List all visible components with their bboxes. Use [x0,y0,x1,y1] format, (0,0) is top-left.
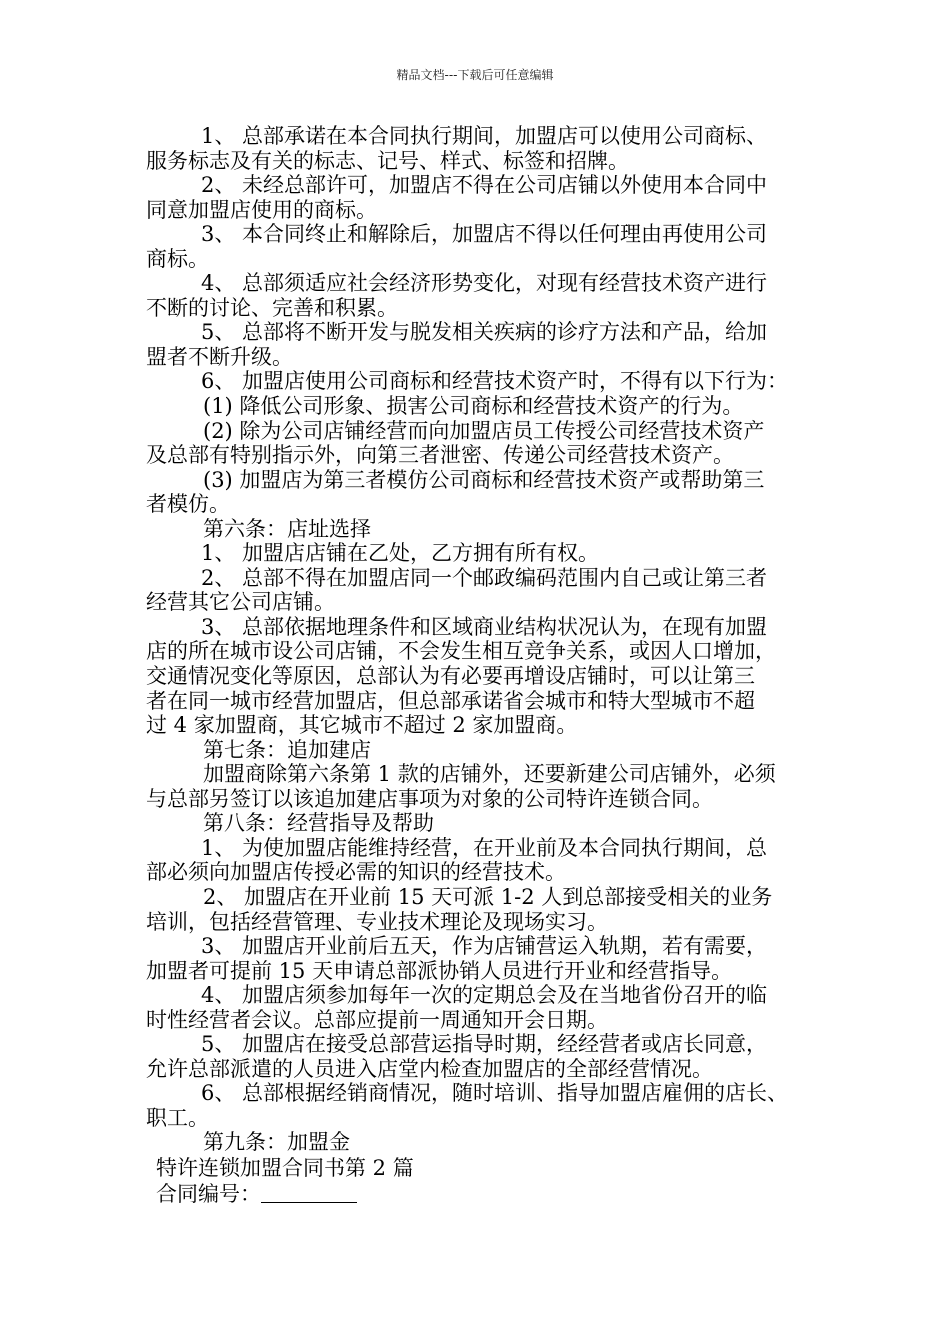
text-lines [146,124,808,1155]
text-line: 交通情况变化等原因，总部认为有必要再增设店铺时，可以让第三 [146,664,755,689]
text-line: 6、 加盟店使用公司商标和经营技术资产时，不得有以下行为： [201,369,789,394]
contract-number-label: 合同编号： [156,1181,261,1206]
text-line: 店的所在城市设公司店铺，不会发生相互竞争关系，或因人口增加， [146,639,776,664]
second-contract-title: 特许连锁加盟合同书第 2 篇 [156,1155,414,1180]
text-line: 5、 总部将不断开发与脱发相关疾病的诊疗方法和产品，给加 [201,320,768,345]
text-line: 与总部另签订以该追加建店事项为对象的公司特许连锁合同。 [146,786,713,811]
text-line: 者模仿。 [146,492,230,517]
text-line: 3、 总部依据地理条件和区域商业结构状况认为，在现有加盟 [201,614,768,639]
text-line: 5、 加盟店在接受总部营运指导时期，经经营者或店长同意， [201,1032,768,1057]
text-line: 加盟者可提前 15 天申请总部派协销人员进行开业和经营指导。 [146,958,733,983]
text-line: 职工。 [146,1105,209,1130]
text-line: 第九条：加盟金 [203,1130,350,1155]
text-line: 加盟商除第六条第 1 款的店铺外，还要新建公司店铺外，必须 [203,762,776,787]
text-line: 4、 总部须适应社会经济形势变化，对现有经营技术资产进行 [201,271,768,296]
text-line: 3、 本合同终止和解除后，加盟店不得以任何理由再使用公司 [201,222,768,247]
text-line: (3) 加盟店为第三者模仿公司商标和经营技术资产或帮助第三 [203,467,765,492]
text-line: 1、 为使加盟店能维持经营，在开业前及本合同执行期间，总 [201,835,768,860]
text-line: 商标。 [146,246,209,271]
text-line: 允许总部派遣的人员进入店堂内检查加盟店的全部经营情况。 [146,1056,713,1081]
text-line: 过 4 家加盟商，其它城市不超过 2 家加盟商。 [146,713,578,738]
text-line: 第七条：追加建店 [203,737,371,762]
text-line: 3、 加盟店开业前后五天，作为店铺营运入轨期，若有需要， [201,934,768,959]
text-line: 第八条：经营指导及帮助 [203,811,434,836]
text-line: 2、 加盟店在开业前 15 天可派 1-2 人到总部接受相关的业务 [203,884,773,909]
text-line: 2、 未经总部许可，加盟店不得在公司店铺以外使用本合同中 [201,173,768,198]
text-line: 部必须向加盟店传授必需的知识的经营技术。 [146,860,566,885]
text-line: 培训，包括经营管理、专业技术理论及现场实习。 [146,909,608,934]
text-line: 6、 总部根据经销商情况，随时培训、指导加盟店雇佣的店长、 [201,1081,789,1106]
text-line: 第六条：店址选择 [203,516,371,541]
text-line: 者在同一城市经营加盟店，但总部承诺省会城市和特大型城市不超 [146,688,755,713]
text-line: 1、 总部承诺在本合同执行期间，加盟店可以使用公司商标、 [201,124,768,148]
document-body [146,124,808,1207]
text-line: 盟者不断升级。 [146,344,293,369]
text-line: 2、 总部不得在加盟店同一个邮政编码范围内自己或让第三者 [201,565,768,590]
text-line: 及总部有特别指示外，向第三者泄密、传递公司经营技术资产。 [146,443,734,468]
text-line: 服务标志及有关的标志、记号、样式、标签和招牌。 [146,148,629,173]
text-line: 4、 加盟店须参加每年一次的定期总会及在当地省份召开的临 [201,983,768,1008]
text-line: 同意加盟店使用的商标。 [146,197,377,222]
contract-number-line [156,1181,808,1207]
text-line: 经营其它公司店铺。 [146,590,335,615]
text-line: 不断的讨论、完善和积累。 [146,295,398,320]
text-line: (2) 除为公司店铺经营而向加盟店员工传授公司经营技术资产 [203,418,765,443]
text-line: 1、 加盟店店铺在乙处，乙方拥有所有权。 [201,541,600,566]
page-header: 精品文档---下载后可任意编辑 [396,68,554,82]
contract-number-blank [261,1201,357,1203]
text-line: (1) 降低公司形象、损害公司商标和经营技术资产的行为。 [203,394,744,419]
text-line: 时性经营者会议。总部应提前一周通知开会日期。 [146,1007,608,1032]
